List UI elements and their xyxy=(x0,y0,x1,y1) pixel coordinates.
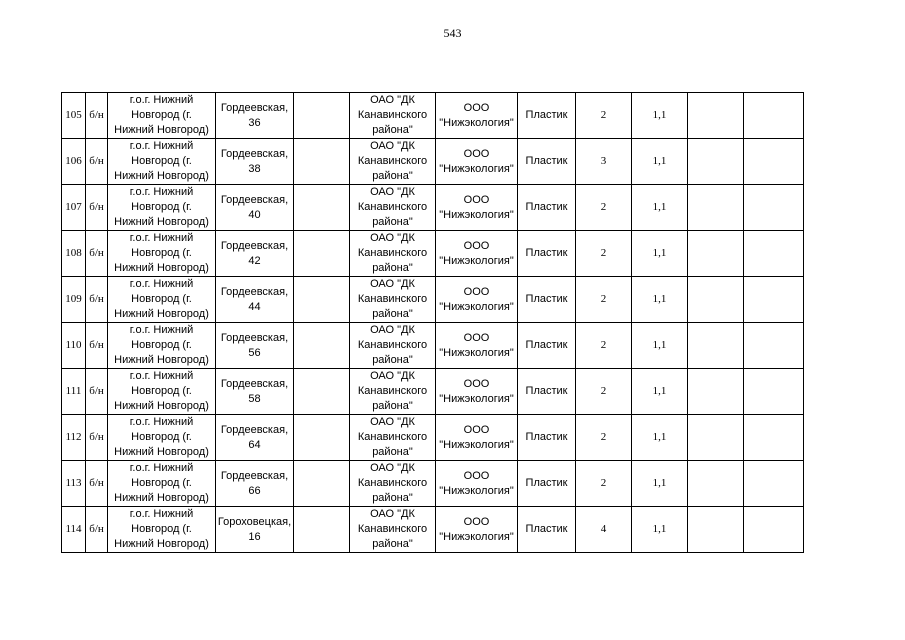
locality-cell xyxy=(108,185,216,231)
locality-cell xyxy=(108,323,216,369)
container-material-cell xyxy=(518,369,576,415)
row-number-cell-text: 109 xyxy=(65,293,82,305)
site-type-cell-text: б/н xyxy=(89,339,104,351)
owner-cell xyxy=(350,277,436,323)
site-type-cell xyxy=(86,185,108,231)
street-address-cell xyxy=(216,323,294,369)
container-material-cell xyxy=(518,277,576,323)
empty-cell xyxy=(744,323,804,369)
owner-cell xyxy=(350,507,436,553)
container-material-cell xyxy=(518,185,576,231)
table-row xyxy=(62,231,804,277)
container-volume-cell-text: 1,1 xyxy=(652,155,667,167)
operator-cell-text: ООО "Нижэкология" xyxy=(439,101,514,129)
operator-cell xyxy=(436,461,518,507)
site-type-cell-text: б/н xyxy=(89,293,104,305)
street-address-cell-text: Гордеевская, 66 xyxy=(220,469,289,497)
operator-cell-text: ООО "Нижэкология" xyxy=(439,285,514,313)
empty-cell xyxy=(294,185,350,231)
owner-cell-text: ОАО "ДК Канавинского района" xyxy=(357,370,428,412)
empty-cell xyxy=(744,93,804,139)
empty-cell xyxy=(688,139,744,185)
container-material-cell xyxy=(518,461,576,507)
container-count-cell xyxy=(576,93,632,139)
container-material-cell-text: Пластик xyxy=(525,293,568,305)
site-type-cell-text: б/н xyxy=(89,155,104,167)
site-type-cell xyxy=(86,415,108,461)
street-address-cell-text: Гордеевская, 42 xyxy=(220,239,289,267)
street-address-cell xyxy=(216,461,294,507)
container-count-cell-text: 2 xyxy=(600,477,607,489)
operator-cell xyxy=(436,369,518,415)
owner-cell xyxy=(350,139,436,185)
locality-cell xyxy=(108,461,216,507)
owner-cell-text: ОАО "ДК Канавинского района" xyxy=(357,186,428,228)
site-type-cell xyxy=(86,323,108,369)
street-address-cell-text: Гороховецкая, 16 xyxy=(217,515,292,543)
row-number-cell xyxy=(62,231,86,277)
operator-cell-text: ООО "Нижэкология" xyxy=(439,515,514,543)
container-count-cell xyxy=(576,323,632,369)
owner-cell xyxy=(350,231,436,277)
empty-cell xyxy=(294,415,350,461)
street-address-cell xyxy=(216,277,294,323)
row-number-cell-text: 113 xyxy=(65,477,82,489)
container-count-cell-text: 2 xyxy=(600,431,607,443)
container-material-cell xyxy=(518,323,576,369)
container-volume-cell-text: 1,1 xyxy=(652,523,667,535)
row-number-cell-text: 105 xyxy=(65,109,82,121)
container-volume-cell xyxy=(632,461,688,507)
owner-cell xyxy=(350,415,436,461)
container-count-cell-text: 3 xyxy=(600,155,607,167)
locality-cell xyxy=(108,93,216,139)
container-count-cell xyxy=(576,369,632,415)
container-volume-cell xyxy=(632,323,688,369)
table-row xyxy=(62,507,804,553)
owner-cell-text: ОАО "ДК Канавинского района" xyxy=(357,416,428,458)
container-volume-cell-text: 1,1 xyxy=(652,201,667,213)
container-volume-cell xyxy=(632,231,688,277)
owner-cell-text: ОАО "ДК Канавинского района" xyxy=(357,232,428,274)
empty-cell xyxy=(294,461,350,507)
owner-cell-text: ОАО "ДК Канавинского района" xyxy=(357,462,428,504)
empty-cell xyxy=(744,415,804,461)
owner-cell xyxy=(350,323,436,369)
site-type-cell xyxy=(86,231,108,277)
empty-cell xyxy=(688,185,744,231)
street-address-cell xyxy=(216,369,294,415)
container-volume-cell-text: 1,1 xyxy=(652,247,667,259)
site-type-cell-text: б/н xyxy=(89,201,104,213)
street-address-cell xyxy=(216,185,294,231)
operator-cell xyxy=(436,93,518,139)
container-material-cell xyxy=(518,507,576,553)
container-count-cell xyxy=(576,185,632,231)
operator-cell-text: ООО "Нижэкология" xyxy=(439,193,514,221)
site-type-cell-text: б/н xyxy=(89,431,104,443)
owner-cell-text: ОАО "ДК Канавинского района" xyxy=(357,508,428,550)
empty-cell xyxy=(294,231,350,277)
locality-cell-text: г.о.г. Нижний Новгород (г. Нижний Новгород) xyxy=(114,324,209,366)
container-volume-cell-text: 1,1 xyxy=(652,431,667,443)
row-number-cell-text: 114 xyxy=(65,523,82,535)
locality-cell-text: г.о.г. Нижний Новгород (г. Нижний Новгород) xyxy=(114,462,209,504)
container-volume-cell xyxy=(632,369,688,415)
street-address-cell-text: Гордеевская, 38 xyxy=(220,147,289,175)
container-count-cell xyxy=(576,277,632,323)
page-number: 543 xyxy=(443,26,462,40)
locality-cell-text: г.о.г. Нижний Новгород (г. Нижний Новгород) xyxy=(114,416,209,458)
table-row xyxy=(62,93,804,139)
empty-cell xyxy=(688,231,744,277)
empty-cell xyxy=(744,507,804,553)
empty-cell xyxy=(744,185,804,231)
locality-cell-text: г.о.г. Нижний Новгород (г. Нижний Новгород) xyxy=(114,94,209,136)
street-address-cell-text: Гордеевская, 36 xyxy=(220,101,289,129)
site-type-cell-text: б/н xyxy=(89,523,104,535)
row-number-cell xyxy=(62,185,86,231)
owner-cell xyxy=(350,93,436,139)
site-type-cell xyxy=(86,507,108,553)
empty-cell xyxy=(688,507,744,553)
site-type-cell xyxy=(86,369,108,415)
table-row xyxy=(62,369,804,415)
table-row xyxy=(62,461,804,507)
container-count-cell-text: 2 xyxy=(600,293,607,305)
locality-cell xyxy=(108,507,216,553)
owner-cell-text: ОАО "ДК Канавинского района" xyxy=(357,278,428,320)
container-count-cell-text: 2 xyxy=(600,385,607,397)
empty-cell xyxy=(688,415,744,461)
operator-cell-text: ООО "Нижэкология" xyxy=(439,147,514,175)
operator-cell xyxy=(436,323,518,369)
street-address-cell xyxy=(216,139,294,185)
empty-cell xyxy=(294,277,350,323)
operator-cell xyxy=(436,507,518,553)
street-address-cell-text: Гордеевская, 40 xyxy=(220,193,289,221)
container-volume-cell-text: 1,1 xyxy=(652,477,667,489)
street-address-cell-text: Гордеевская, 56 xyxy=(220,331,289,359)
table-row xyxy=(62,277,804,323)
empty-cell xyxy=(294,139,350,185)
operator-cell-text: ООО "Нижэкология" xyxy=(439,377,514,405)
empty-cell xyxy=(744,139,804,185)
owner-cell-text: ОАО "ДК Канавинского района" xyxy=(357,324,428,366)
empty-cell xyxy=(744,231,804,277)
row-number-cell xyxy=(62,415,86,461)
container-volume-cell-text: 1,1 xyxy=(652,385,667,397)
row-number-cell xyxy=(62,277,86,323)
locality-cell xyxy=(108,139,216,185)
site-type-cell-text: б/н xyxy=(89,385,104,397)
table-row xyxy=(62,139,804,185)
row-number-cell-text: 112 xyxy=(65,431,82,443)
row-number-cell xyxy=(62,507,86,553)
table-row xyxy=(62,415,804,461)
row-number-cell-text: 107 xyxy=(65,201,82,213)
site-type-cell xyxy=(86,139,108,185)
empty-cell xyxy=(744,277,804,323)
locality-cell-text: г.о.г. Нижний Новгород (г. Нижний Новгород) xyxy=(114,508,209,550)
empty-cell xyxy=(744,369,804,415)
operator-cell xyxy=(436,277,518,323)
container-volume-cell-text: 1,1 xyxy=(652,339,667,351)
container-volume-cell xyxy=(632,139,688,185)
container-count-cell xyxy=(576,461,632,507)
operator-cell-text: ООО "Нижэкология" xyxy=(439,469,514,497)
empty-cell xyxy=(744,461,804,507)
operator-cell xyxy=(436,415,518,461)
street-address-cell xyxy=(216,507,294,553)
row-number-cell xyxy=(62,369,86,415)
owner-cell xyxy=(350,185,436,231)
locality-cell-text: г.о.г. Нижний Новгород (г. Нижний Новгород) xyxy=(114,370,209,412)
site-type-cell-text: б/н xyxy=(89,477,104,489)
street-address-cell xyxy=(216,93,294,139)
container-material-cell-text: Пластик xyxy=(525,477,568,489)
locality-cell xyxy=(108,231,216,277)
empty-cell xyxy=(688,277,744,323)
table-row xyxy=(62,323,804,369)
locality-cell-text: г.о.г. Нижний Новгород (г. Нижний Новгород) xyxy=(114,278,209,320)
container-volume-cell-text: 1,1 xyxy=(652,293,667,305)
row-number-cell-text: 108 xyxy=(65,247,82,259)
container-material-cell xyxy=(518,139,576,185)
empty-cell xyxy=(294,323,350,369)
container-material-cell xyxy=(518,415,576,461)
owner-cell xyxy=(350,461,436,507)
row-number-cell xyxy=(62,323,86,369)
row-number-cell-text: 106 xyxy=(65,155,82,167)
locality-cell-text: г.о.г. Нижний Новгород (г. Нижний Новгород) xyxy=(114,186,209,228)
container-material-cell-text: Пластик xyxy=(525,247,568,259)
row-number-cell xyxy=(62,93,86,139)
street-address-cell-text: Гордеевская, 44 xyxy=(220,285,289,313)
locality-cell-text: г.о.г. Нижний Новгород (г. Нижний Новгород) xyxy=(114,232,209,274)
container-material-cell-text: Пластик xyxy=(525,155,568,167)
operator-cell xyxy=(436,139,518,185)
container-volume-cell xyxy=(632,185,688,231)
locality-cell xyxy=(108,369,216,415)
locality-cell-text: г.о.г. Нижний Новгород (г. Нижний Новгород) xyxy=(114,140,209,182)
operator-cell-text: ООО "Нижэкология" xyxy=(439,423,514,451)
locality-cell xyxy=(108,277,216,323)
table-row xyxy=(62,185,804,231)
container-count-cell-text: 2 xyxy=(600,109,607,121)
container-material-cell xyxy=(518,93,576,139)
row-number-cell-text: 110 xyxy=(65,339,82,351)
owner-cell xyxy=(350,369,436,415)
empty-cell xyxy=(294,369,350,415)
row-number-cell-text: 111 xyxy=(65,385,82,397)
empty-cell xyxy=(294,507,350,553)
operator-cell-text: ООО "Нижэкология" xyxy=(439,239,514,267)
operator-cell-text: ООО "Нижэкология" xyxy=(439,331,514,359)
container-count-cell xyxy=(576,139,632,185)
site-type-cell xyxy=(86,461,108,507)
empty-cell xyxy=(294,93,350,139)
container-material-cell-text: Пластик xyxy=(525,385,568,397)
row-number-cell xyxy=(62,461,86,507)
street-address-cell-text: Гордеевская, 58 xyxy=(220,377,289,405)
container-volume-cell xyxy=(632,415,688,461)
empty-cell xyxy=(688,93,744,139)
container-volume-cell xyxy=(632,507,688,553)
table-body xyxy=(62,93,804,553)
container-count-cell xyxy=(576,231,632,277)
empty-cell xyxy=(688,323,744,369)
container-volume-cell xyxy=(632,277,688,323)
empty-cell xyxy=(688,461,744,507)
container-material-cell-text: Пластик xyxy=(525,109,568,121)
site-type-cell xyxy=(86,277,108,323)
container-sites-table xyxy=(61,92,804,553)
container-count-cell-text: 2 xyxy=(600,247,607,259)
container-material-cell-text: Пластик xyxy=(525,431,568,443)
owner-cell-text: ОАО "ДК Канавинского района" xyxy=(357,140,428,182)
container-material-cell-text: Пластик xyxy=(525,339,568,351)
site-type-cell-text: б/н xyxy=(89,247,104,259)
row-number-cell xyxy=(62,139,86,185)
street-address-cell xyxy=(216,415,294,461)
container-material-cell-text: Пластик xyxy=(525,523,568,535)
site-type-cell-text: б/н xyxy=(89,109,104,121)
container-material-cell-text: Пластик xyxy=(525,201,568,213)
container-count-cell-text: 2 xyxy=(600,339,607,351)
container-volume-cell xyxy=(632,93,688,139)
container-material-cell xyxy=(518,231,576,277)
container-count-cell-text: 2 xyxy=(600,201,607,213)
operator-cell xyxy=(436,231,518,277)
street-address-cell xyxy=(216,231,294,277)
operator-cell xyxy=(436,185,518,231)
street-address-cell-text: Гордеевская, 64 xyxy=(220,423,289,451)
container-count-cell-text: 4 xyxy=(600,523,607,535)
container-volume-cell-text: 1,1 xyxy=(652,109,667,121)
container-count-cell xyxy=(576,507,632,553)
empty-cell xyxy=(688,369,744,415)
owner-cell-text: ОАО "ДК Канавинского района" xyxy=(357,94,428,136)
site-type-cell xyxy=(86,93,108,139)
container-count-cell xyxy=(576,415,632,461)
locality-cell xyxy=(108,415,216,461)
